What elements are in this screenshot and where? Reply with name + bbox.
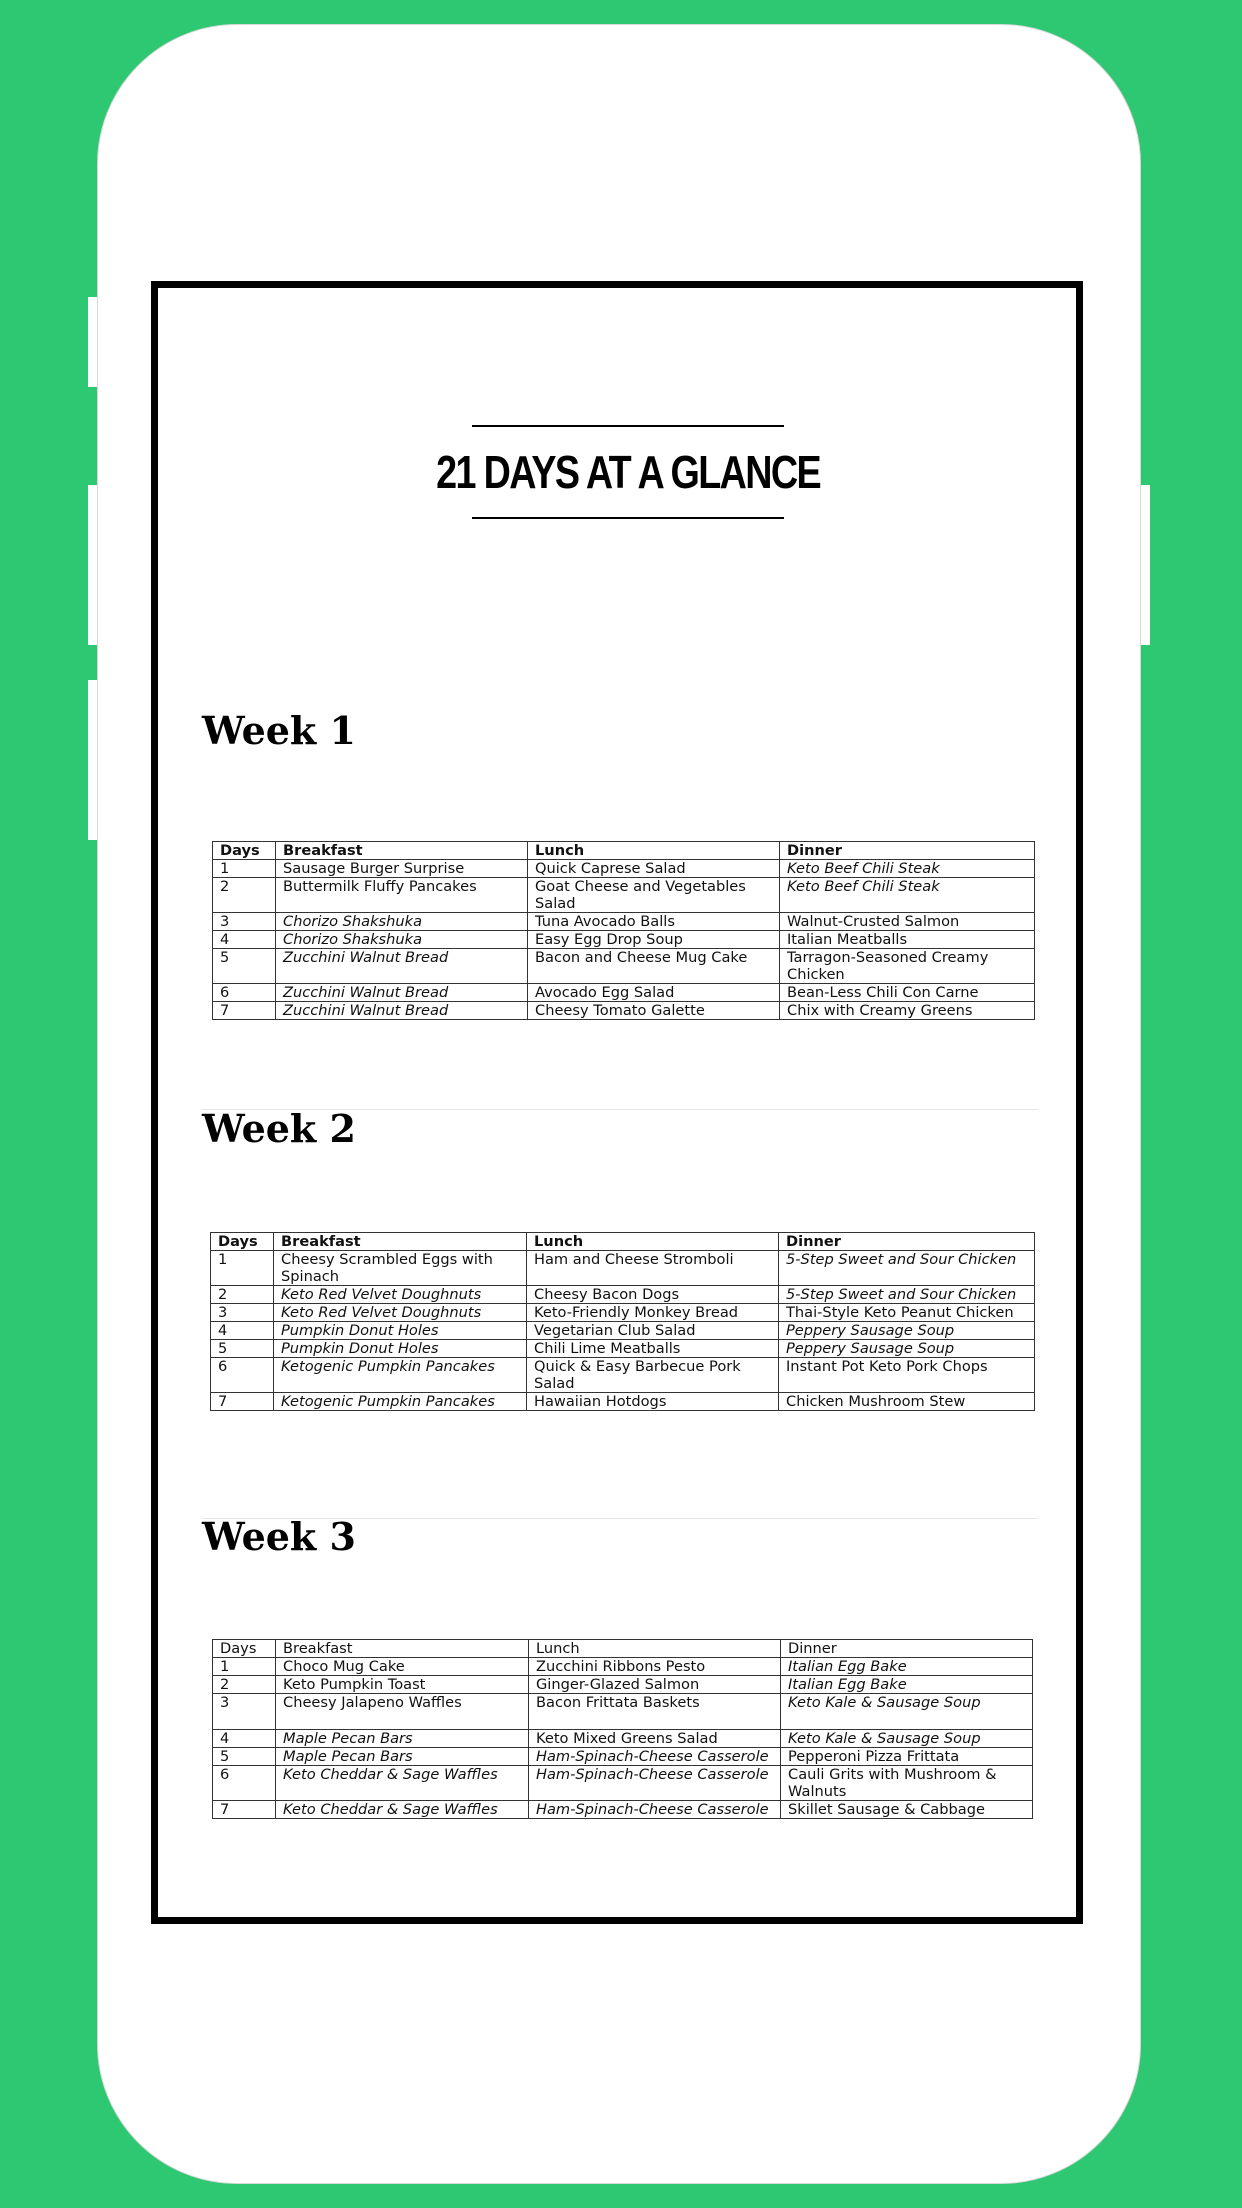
table-header-row [213, 842, 1035, 860]
dinner-cell: Keto Beef Chili Steak [780, 860, 1035, 878]
dinner-cell: Keto Kale & Sausage Soup [781, 1730, 1033, 1748]
lunch-cell: Cheesy Bacon Dogs [527, 1286, 779, 1304]
lunch-cell: Ham-Spinach-Cheese Casserole [529, 1801, 781, 1819]
day-cell: 1 [213, 860, 276, 878]
week-3-heading: Week 3 [202, 1514, 356, 1559]
day-cell: 4 [213, 931, 276, 949]
header-dinner: Dinner [780, 842, 1035, 860]
dinner-cell: Skillet Sausage & Cabbage [781, 1801, 1033, 1819]
table-row [213, 931, 1035, 949]
header-days: Days [211, 1233, 274, 1251]
table-row [211, 1286, 1035, 1304]
day-cell: 6 [211, 1358, 274, 1393]
week-3-table [212, 1639, 1033, 1819]
day-cell: 7 [213, 1801, 276, 1819]
day-cell: 6 [213, 984, 276, 1002]
breakfast-cell: Keto Cheddar & Sage Waffles [276, 1801, 529, 1819]
breakfast-cell: Maple Pecan Bars [276, 1748, 529, 1766]
table-row [213, 1730, 1033, 1748]
lunch-cell: Vegetarian Club Salad [527, 1322, 779, 1340]
day-cell: 3 [211, 1304, 274, 1322]
week-1-table [212, 841, 1035, 1020]
lunch-cell: Keto-Friendly Monkey Bread [527, 1304, 779, 1322]
lunch-cell: Quick & Easy Barbecue Pork Salad [527, 1358, 779, 1393]
dinner-cell: Walnut-Crusted Salmon [780, 913, 1035, 931]
page-title: 21 DAYS AT A GLANCE [436, 446, 820, 498]
dinner-cell: Instant Pot Keto Pork Chops [779, 1358, 1035, 1393]
header-lunch: Lunch [529, 1640, 781, 1658]
dinner-cell: Italian Egg Bake [781, 1658, 1033, 1676]
table-row [213, 878, 1035, 913]
lunch-cell: Zucchini Ribbons Pesto [529, 1658, 781, 1676]
breakfast-cell: Choco Mug Cake [276, 1658, 529, 1676]
day-cell: 3 [213, 1694, 276, 1730]
breakfast-cell: Zucchini Walnut Bread [276, 949, 528, 984]
lunch-cell: Ham-Spinach-Cheese Casserole [529, 1748, 781, 1766]
lunch-cell: Quick Caprese Salad [528, 860, 780, 878]
table-row [213, 1676, 1033, 1694]
dinner-cell: Thai-Style Keto Peanut Chicken [779, 1304, 1035, 1322]
lunch-cell: Ginger-Glazed Salmon [529, 1676, 781, 1694]
day-cell: 7 [211, 1393, 274, 1411]
table-row [213, 984, 1035, 1002]
dinner-cell: 5-Step Sweet and Sour Chicken [779, 1251, 1035, 1286]
table-row [213, 949, 1035, 984]
day-cell: 4 [213, 1730, 276, 1748]
table-row [211, 1358, 1035, 1393]
table-row [213, 1766, 1033, 1801]
day-cell: 5 [213, 1748, 276, 1766]
table-row [213, 1748, 1033, 1766]
header-lunch: Lunch [527, 1233, 779, 1251]
breakfast-cell: Sausage Burger Surprise [276, 860, 528, 878]
table-row [213, 1801, 1033, 1819]
table-row [211, 1393, 1035, 1411]
table-header-row [211, 1233, 1035, 1251]
lunch-cell: Goat Cheese and Vegetables Salad [528, 878, 780, 913]
table-row [213, 1694, 1033, 1730]
day-cell: 4 [211, 1322, 274, 1340]
week-2-table [210, 1232, 1035, 1411]
document-page [151, 281, 1083, 1924]
breakfast-cell: Keto Cheddar & Sage Waffles [276, 1766, 529, 1801]
header-breakfast: Breakfast [274, 1233, 527, 1251]
breakfast-cell: Maple Pecan Bars [276, 1730, 529, 1748]
table-row [211, 1340, 1035, 1358]
dinner-cell: Keto Beef Chili Steak [780, 878, 1035, 913]
table-row [213, 860, 1035, 878]
breakfast-cell: Keto Red Velvet Doughnuts [274, 1286, 527, 1304]
table-row [213, 913, 1035, 931]
breakfast-cell: Cheesy Jalapeno Waffles [276, 1694, 529, 1730]
day-cell: 2 [213, 878, 276, 913]
breakfast-cell: Keto Red Velvet Doughnuts [274, 1304, 527, 1322]
dinner-cell: Bean-Less Chili Con Carne [780, 984, 1035, 1002]
breakfast-cell: Ketogenic Pumpkin Pancakes [274, 1393, 527, 1411]
dinner-cell: Chix with Creamy Greens [780, 1002, 1035, 1020]
day-cell: 5 [213, 949, 276, 984]
day-cell: 1 [211, 1251, 274, 1286]
dinner-cell: Pepperoni Pizza Frittata [781, 1748, 1033, 1766]
breakfast-cell: Zucchini Walnut Bread [276, 1002, 528, 1020]
day-cell: 2 [211, 1286, 274, 1304]
header-breakfast: Breakfast [276, 842, 528, 860]
header-days: Days [213, 1640, 276, 1658]
day-cell: 2 [213, 1676, 276, 1694]
breakfast-cell: Buttermilk Fluffy Pancakes [276, 878, 528, 913]
day-cell: 7 [213, 1002, 276, 1020]
breakfast-cell: Keto Pumpkin Toast [276, 1676, 529, 1694]
dinner-cell: Chicken Mushroom Stew [779, 1393, 1035, 1411]
dinner-cell: Peppery Sausage Soup [779, 1340, 1035, 1358]
lunch-cell: Easy Egg Drop Soup [528, 931, 780, 949]
header-dinner: Dinner [779, 1233, 1035, 1251]
dinner-cell: Peppery Sausage Soup [779, 1322, 1035, 1340]
dinner-cell: Cauli Grits with Mushroom & Walnuts [781, 1766, 1033, 1801]
header-days: Days [213, 842, 276, 860]
breakfast-cell: Zucchini Walnut Bread [276, 984, 528, 1002]
table-row [211, 1322, 1035, 1340]
lunch-cell: Keto Mixed Greens Salad [529, 1730, 781, 1748]
dinner-cell: Italian Meatballs [780, 931, 1035, 949]
day-cell: 3 [213, 913, 276, 931]
title-block [436, 425, 820, 519]
breakfast-cell: Pumpkin Donut Holes [274, 1322, 527, 1340]
header-dinner: Dinner [781, 1640, 1033, 1658]
dinner-cell: Tarragon-Seasoned Creamy Chicken [780, 949, 1035, 984]
day-cell: 5 [211, 1340, 274, 1358]
table-row [211, 1304, 1035, 1322]
lunch-cell: Avocado Egg Salad [528, 984, 780, 1002]
table-row [211, 1251, 1035, 1286]
breakfast-cell: Ketogenic Pumpkin Pancakes [274, 1358, 527, 1393]
dinner-cell: Italian Egg Bake [781, 1676, 1033, 1694]
dinner-cell: 5-Step Sweet and Sour Chicken [779, 1286, 1035, 1304]
week-2-heading: Week 2 [202, 1106, 356, 1151]
lunch-cell: Cheesy Tomato Galette [528, 1002, 780, 1020]
lunch-cell: Bacon Frittata Baskets [529, 1694, 781, 1730]
breakfast-cell: Pumpkin Donut Holes [274, 1340, 527, 1358]
table-row [213, 1002, 1035, 1020]
header-breakfast: Breakfast [276, 1640, 529, 1658]
header-lunch: Lunch [528, 842, 780, 860]
lunch-cell: Ham-Spinach-Cheese Casserole [529, 1766, 781, 1801]
lunch-cell: Ham and Cheese Stromboli [527, 1251, 779, 1286]
lunch-cell: Hawaiian Hotdogs [527, 1393, 779, 1411]
breakfast-cell: Chorizo Shakshuka [276, 913, 528, 931]
lunch-cell: Chili Lime Meatballs [527, 1340, 779, 1358]
lunch-cell: Tuna Avocado Balls [528, 913, 780, 931]
breakfast-cell: Chorizo Shakshuka [276, 931, 528, 949]
dinner-cell: Keto Kale & Sausage Soup [781, 1694, 1033, 1730]
lunch-cell: Bacon and Cheese Mug Cake [528, 949, 780, 984]
table-header-row [213, 1640, 1033, 1658]
day-cell: 6 [213, 1766, 276, 1801]
breakfast-cell: Cheesy Scrambled Eggs with Spinach [274, 1251, 527, 1286]
day-cell: 1 [213, 1658, 276, 1676]
week-1-heading: Week 1 [202, 708, 356, 753]
table-row [213, 1658, 1033, 1676]
